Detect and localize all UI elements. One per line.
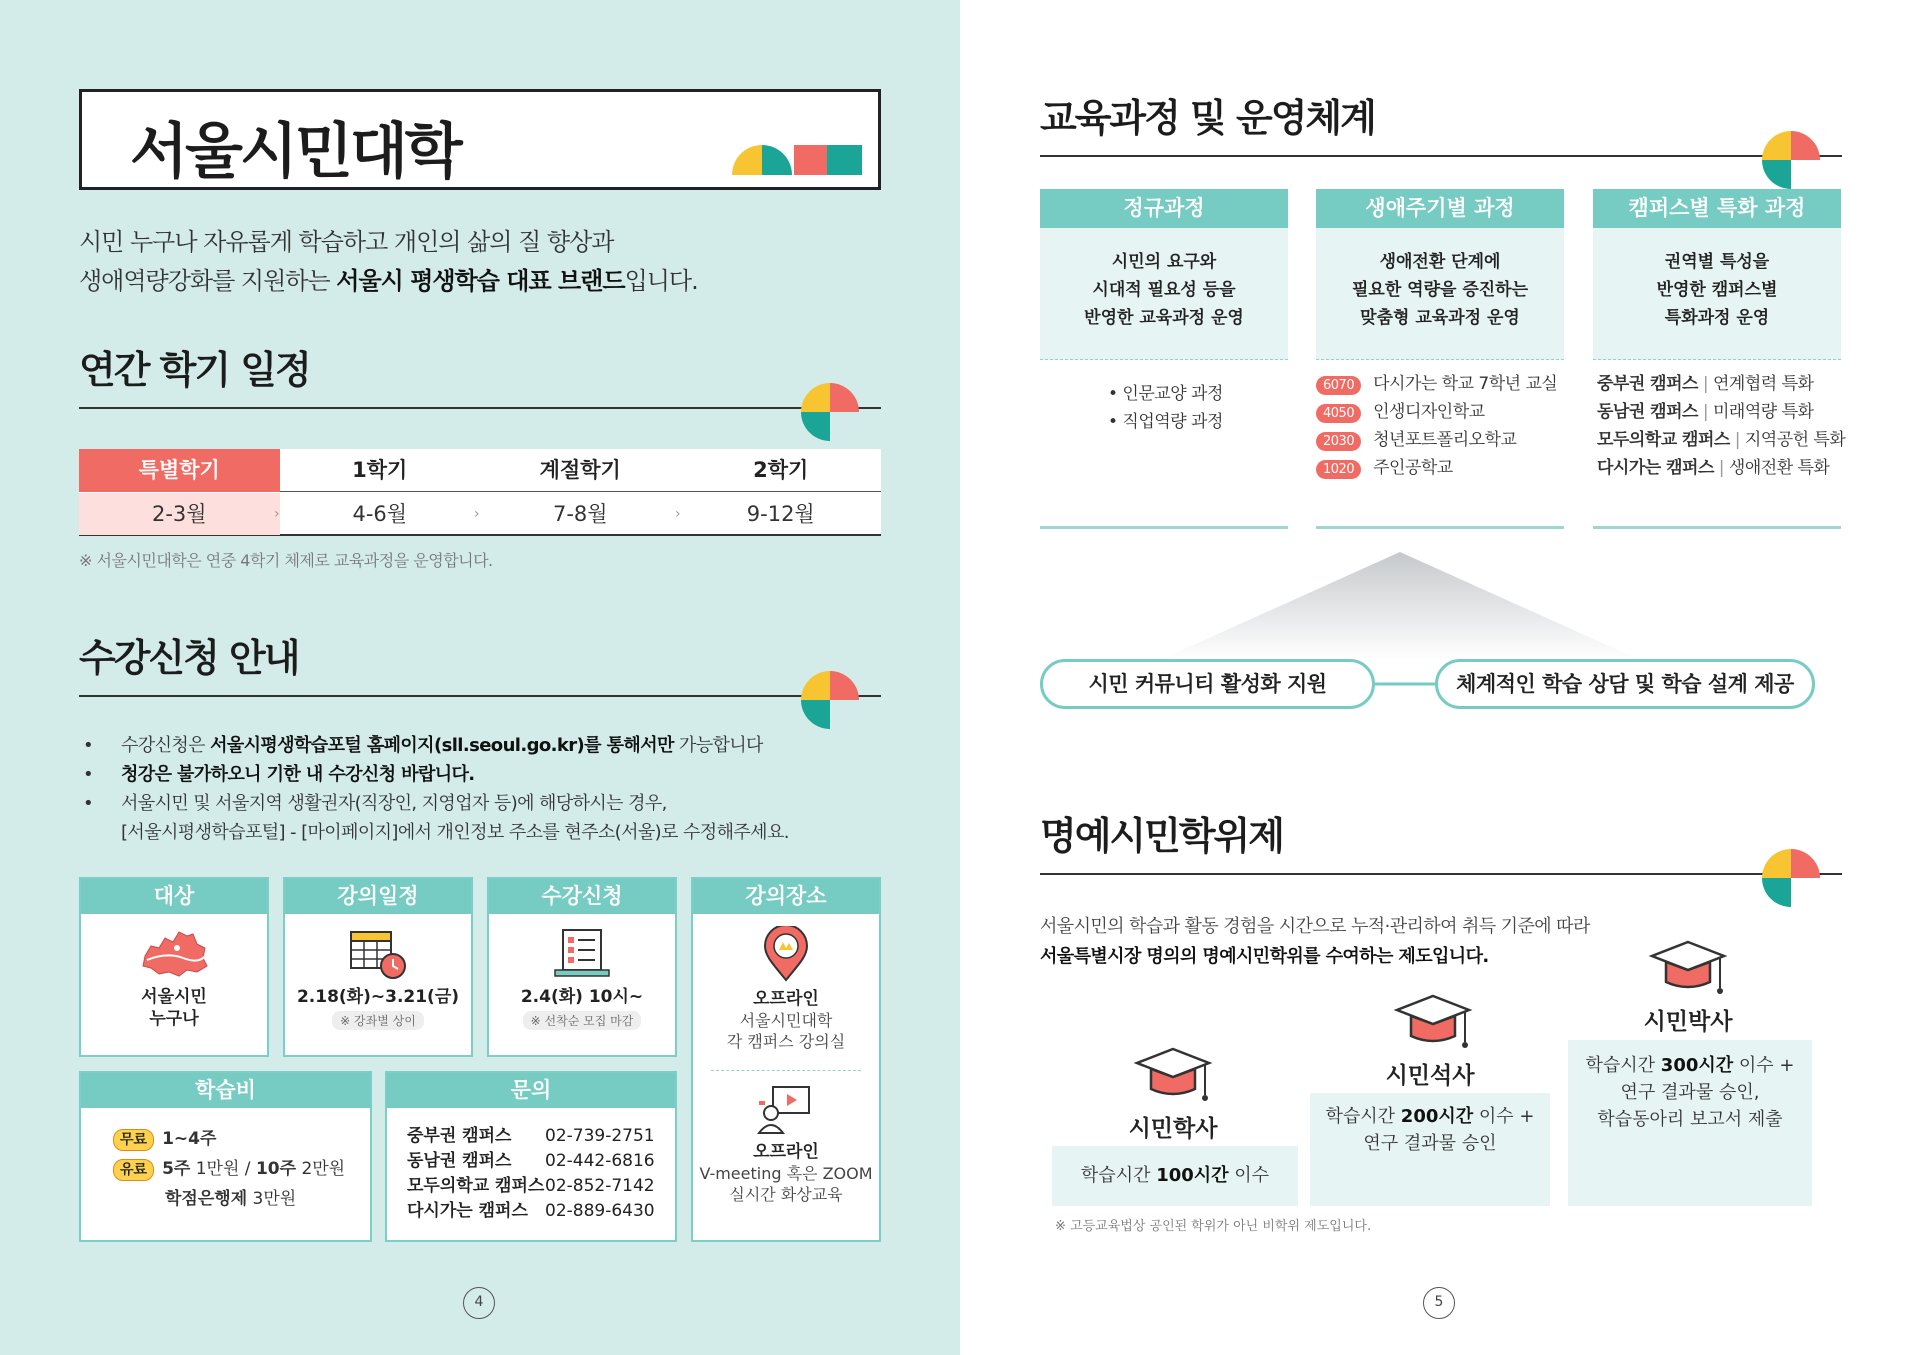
brand-title: 서울시민대학 [130, 117, 460, 187]
box-header: 대상 [81, 879, 267, 914]
target-line-2: 누구나 [149, 1009, 199, 1029]
list-item: 중부권 캠퍼스 | 연계협력 특화 [1597, 374, 1814, 394]
offline-title: 오프라인 [753, 989, 819, 1009]
doctor-title: 시민박사 [1643, 1009, 1733, 1035]
term-name: 1학기 [352, 458, 408, 482]
honorary-note: ※ 고등교육법상 공인된 학위가 아닌 비학위 제도입니다. [1055, 1219, 1372, 1234]
calendar-clock-icon [347, 926, 409, 980]
seoul-map-icon [137, 926, 211, 980]
schedule-table [79, 449, 881, 536]
bachelor-requirement: 학습시간 100시간 이수 [1052, 1146, 1298, 1206]
schedule-note: ※ 서울시민대학은 연중 4학기 체제로 교육과정을 운영합니다. [79, 551, 493, 570]
box-content [285, 926, 471, 1030]
box-header: 학습비 [81, 1073, 370, 1108]
regular-course-list [1040, 360, 1288, 436]
box-content [693, 926, 879, 1205]
box-header: 문의 [387, 1073, 675, 1108]
registration-bullets [79, 731, 909, 847]
period-dates: 2.18(화)~3.21(금) [296, 987, 460, 1007]
divider [79, 695, 881, 697]
dashed-divider [711, 1070, 861, 1071]
free-fee-line: 무료 1~4주 [113, 1124, 370, 1154]
campus-course-list [1593, 360, 1863, 482]
list-item: 1020 주인공학교 [1316, 454, 1564, 482]
free-tag: 무료 [113, 1129, 154, 1151]
tuition-content [81, 1108, 370, 1214]
registration-heading: 수강신청 안내 [79, 636, 299, 680]
page-number: 4 [463, 1287, 495, 1319]
doctor-requirement: 학습시간 300시간 이수 + 연구 결과물 승인, 학습동아리 보고서 제출 [1568, 1040, 1812, 1206]
credit-fee-line: 학점은행제 3만원 [165, 1189, 297, 1209]
campus-course-card [1593, 189, 1846, 529]
paid-tag: 유료 [113, 1159, 154, 1181]
location-pin-icon [761, 926, 811, 982]
chevron-right-icon: › [474, 506, 480, 522]
box-content [81, 926, 267, 1030]
period-note: ※ 강좌별 상이 [332, 1011, 424, 1030]
application-start: 2.4(화) 10시~ [520, 987, 644, 1007]
master-requirement: 학습시간 200시간 이수 + 연구 결과물 승인 [1310, 1093, 1550, 1206]
list-item: • 직업역량 과정 [1108, 412, 1223, 432]
term-name: 특별학기 [79, 449, 280, 492]
box-header: 강의일정 [285, 879, 471, 914]
box-content [489, 926, 675, 1030]
divider [1316, 526, 1564, 529]
application-box [487, 877, 677, 1057]
lecture-period-box [283, 877, 473, 1057]
honorary-heading: 명예시민학위제 [1040, 814, 1283, 858]
contact-row: 동남권 캠퍼스 02-442-6816 [407, 1151, 655, 1171]
offline-line-1: 서울시민대학 [739, 1011, 833, 1030]
color-blocks-logo [732, 141, 864, 175]
term-period: 7-8월 [552, 502, 608, 526]
venue-box [691, 877, 881, 1242]
quarter-pie-icon [801, 383, 859, 441]
contact-row: 모두의학교 캠퍼스02-852-7142 [407, 1176, 655, 1196]
term-period: 2-3월 [79, 493, 280, 535]
page-number: 5 [1423, 1287, 1455, 1319]
curriculum-heading: 교육과정 및 운영체계 [1040, 96, 1375, 140]
honorary-description: 서울시민의 학습과 활동 경험을 시간으로 누적·관리하여 취득 기준에 따라 서울특별시장 명의의 명예시민학위를 수여하는 제도입니다. [1040, 916, 1590, 967]
right-page [960, 0, 1920, 1355]
paid-fee-line: 유료 5주 1만원 / 10주 2만원 [113, 1154, 370, 1184]
offline-line-2: 각 캠퍼스 강의실 [726, 1032, 846, 1051]
schedule-section-header [79, 339, 881, 409]
regular-course-card [1040, 189, 1288, 529]
brand-title-box [79, 89, 881, 190]
list-item: • 인문교양 과정 [1108, 384, 1223, 404]
online-title: 오프라인 [753, 1142, 819, 1162]
intro-text [79, 223, 899, 301]
graduation-cap-icon [1648, 938, 1728, 1000]
quarter-pie-icon [1762, 131, 1820, 189]
bullet-continuation: [서울시평생학습포털] - [마이페이지]에서 개인정보 주소를 현주소(서울)로 수정해주세요. [121, 822, 789, 843]
video-conference-icon [755, 1083, 817, 1135]
contact-row: 중부권 캠퍼스 02-739-2751 [407, 1126, 655, 1146]
divider [1040, 155, 1842, 157]
schedule-heading: 연간 학기 일정 [79, 348, 310, 392]
quarter-pie-icon [1762, 849, 1820, 907]
list-item: 다시가는 캠퍼스 | 생애전환 특화 [1597, 458, 1830, 478]
bullet-item: • 서울시민 및 서울지역 생활권자(직장인, 지영업자 등)에 해당하시는 경우, [79, 789, 909, 818]
online-line-2: 실시간 화상교육 [729, 1185, 843, 1204]
card-description: 권역별 특성을 반영한 캠퍼스별 특화과정 운영 [1593, 228, 1841, 360]
bullet-item: • 청강은 불가하오니 기한 내 수강신청 바랍니다. [79, 760, 909, 789]
divider [1593, 526, 1841, 529]
term-name: 2학기 [753, 458, 809, 482]
online-line-1: V-meeting 혹은 ZOOM [699, 1164, 873, 1183]
application-note: ※ 선착순 모집 마감 [523, 1011, 642, 1030]
tuition-box [79, 1071, 372, 1242]
contact-row: 다시가는 캠퍼스 02-889-6430 [407, 1201, 655, 1221]
intro-line-2: 생애역량강화를 지원하는 서울시 평생학습 대표 브랜드입니다. [79, 267, 698, 295]
learning-counsel-pill: 체계적인 학습 상담 및 학습 설계 제공 [1435, 659, 1815, 709]
quarter-pie-icon [801, 671, 859, 729]
card-header: 정규과정 [1040, 189, 1288, 228]
chevron-right-icon: › [675, 506, 681, 522]
registration-section-header [79, 627, 881, 697]
intro-line-1: 시민 누구나 자유롭게 학습하고 개인의 삶의 질 향상과 [79, 228, 614, 256]
list-item: 모두의학교 캠퍼스 | 지역공헌 특화 [1597, 430, 1846, 450]
list-item: 4050 인생디자인학교 [1316, 398, 1564, 426]
term-period: 9-12월 [746, 502, 815, 526]
term-name: 계절학기 [539, 458, 621, 482]
schedule-period-row [79, 493, 881, 536]
graduation-cap-icon [1393, 992, 1473, 1054]
box-header: 강의장소 [693, 879, 879, 914]
list-item: 2030 청년포트폴리오학교 [1316, 426, 1564, 454]
card-description: 시민의 요구와 시대적 필요성 등을 반영한 교육과정 운영 [1040, 228, 1288, 360]
card-header: 생애주기별 과정 [1316, 189, 1564, 228]
card-description: 생애전환 단계에 필요한 역량을 증진하는 맞춤형 교육과정 운영 [1316, 228, 1564, 360]
bachelor-title: 시민학사 [1128, 1116, 1218, 1142]
list-item: 6070 다시가는 학교 7학년 교실 [1316, 370, 1564, 398]
schedule-term-row [79, 449, 881, 492]
master-title: 시민석사 [1385, 1063, 1475, 1089]
honorary-section-header [1040, 805, 1842, 875]
contact-box [385, 1071, 677, 1242]
bullet-item: • 수강신청은 서울시평생학습포털 홈페이지(sll.seoul.go.kr)를 통해서만 가능합니다 [79, 731, 909, 760]
checklist-laptop-icon [551, 926, 613, 980]
list-item: 동남권 캠퍼스 | 미래역량 특화 [1597, 402, 1814, 422]
target-line-1: 서울시민 [141, 987, 207, 1007]
community-support-pill: 시민 커뮤니티 활성화 지원 [1040, 659, 1375, 709]
divider [79, 407, 881, 409]
divider [1040, 526, 1288, 529]
target-box [79, 877, 269, 1057]
box-header: 수강신청 [489, 879, 675, 914]
contact-list [387, 1108, 675, 1224]
curriculum-section-header [1040, 87, 1842, 157]
divider [1040, 873, 1842, 875]
card-header: 캠퍼스별 특화 과정 [1593, 189, 1841, 228]
term-period: 4-6월 [352, 502, 408, 526]
lifecycle-course-card [1316, 189, 1564, 529]
lifecycle-course-list [1316, 360, 1564, 482]
chevron-right-icon: › [274, 506, 280, 522]
graduation-cap-icon [1133, 1045, 1213, 1107]
